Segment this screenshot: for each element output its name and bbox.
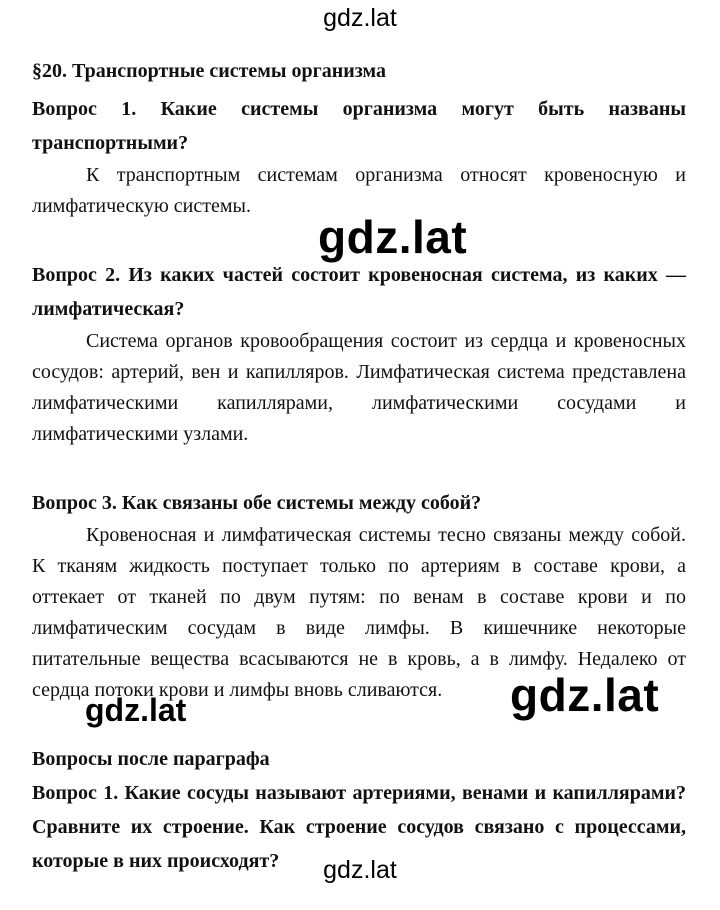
question-2: Вопрос 2. Из каких частей состоит кровеносная система, из каких — лимфатическая? — [32, 264, 686, 320]
answer-3: Кровеносная и лимфатическая системы тесно связаны между собой. К тканям жидкость поступает только по артериям в составе крови, а оттекает от тканей по двум путям: по венам в составе крови и по лимфатическим сосудам в виде лимфы. В кишечнике некоторые питательные вещества всасываются не в кровь, а в лимфу. Недалеко от сердца потоки крови и лимфы вновь сливаются. — [32, 524, 686, 701]
paragraph-title: §20. Транспортные системы организма — [32, 60, 387, 82]
document-body — [32, 56, 686, 878]
answer-1: К транспортным системам организма относят кровеносную и лимфатическую системы. — [32, 164, 686, 217]
watermark-bottom: gdz.lat — [323, 856, 397, 884]
after-paragraph-heading: Вопросы после параграфа — [32, 748, 270, 770]
watermark-small: gdz.lat — [85, 692, 187, 728]
watermark-top: gdz.lat — [323, 4, 397, 32]
question-3: Вопрос 3. Как связаны обе системы между собой? — [32, 492, 482, 514]
watermark-large-lower: gdz.lat — [510, 669, 660, 721]
question-1: Вопрос 1. Какие системы организма могут быть названы транспортными? — [32, 98, 686, 154]
answer-2: Система органов кровообращения состоит из сердца и кровеносных сосудов: артерий, вен и капилляров. Лимфатическая система представлена лимфатическими капиллярами, лимфатическими сосудами и лимфатическими узлами. — [32, 330, 686, 445]
after-question-1: Вопрос 1. Какие сосуды называют артериями, венами и капиллярами? Сравните их строение. Как строение сосудов связано с процессами, которые в них происходят? — [32, 782, 686, 872]
watermark-large-upper: gdz.lat — [318, 211, 468, 263]
